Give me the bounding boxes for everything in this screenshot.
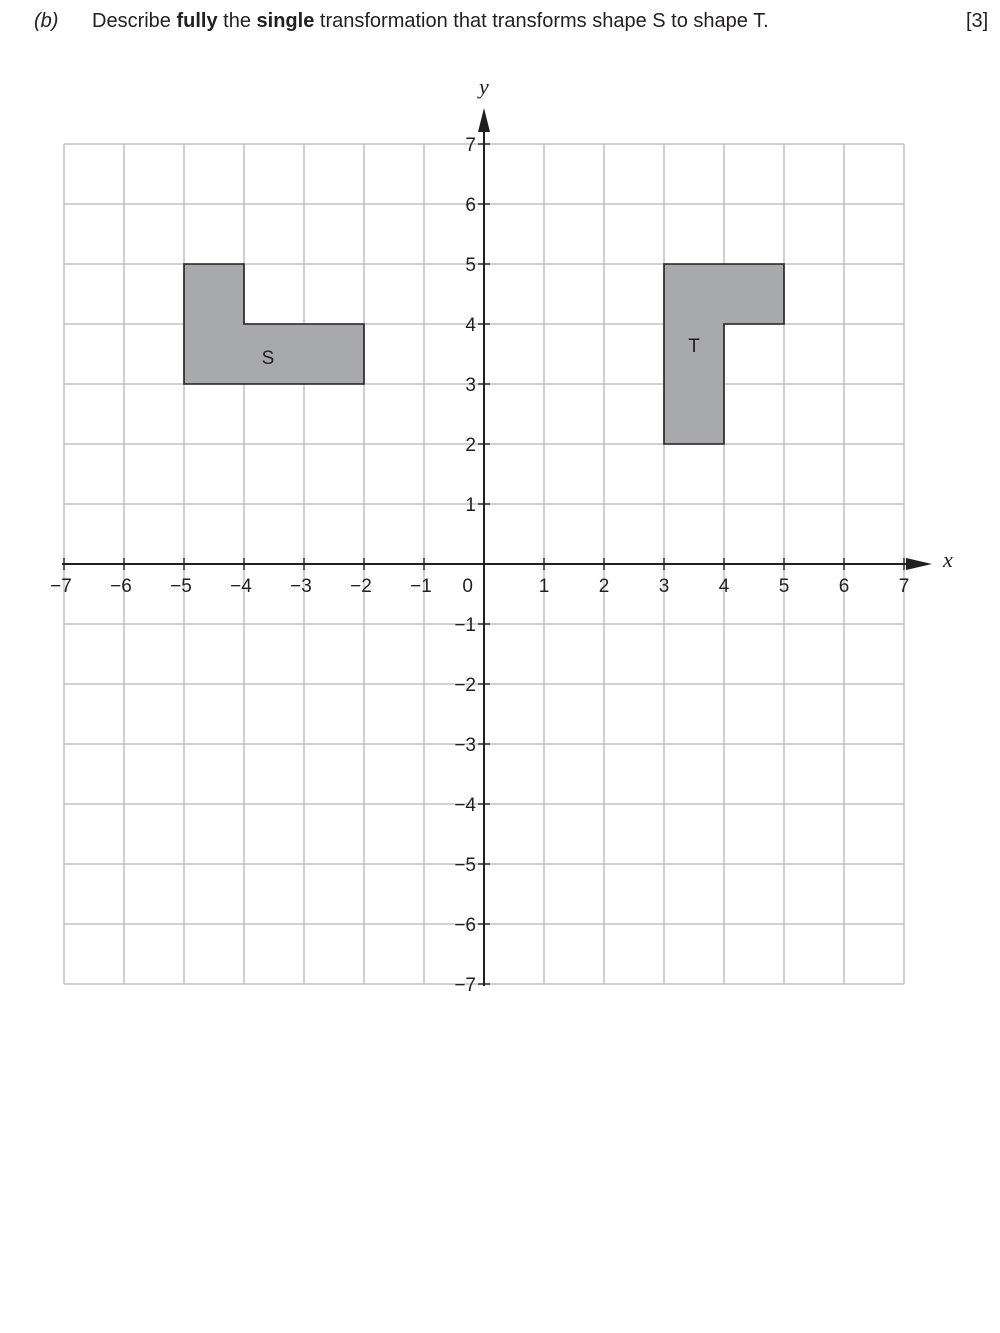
- question-text-middle: the: [217, 10, 257, 32]
- x-tick-label: −6: [110, 576, 132, 597]
- x-tick-label: −2: [350, 576, 372, 597]
- y-tick-label: −2: [454, 675, 476, 696]
- x-tick-label: −5: [170, 576, 192, 597]
- x-tick-label: 1: [538, 576, 550, 597]
- y-axis-name: y: [479, 74, 489, 99]
- y-tick-label: −7: [454, 975, 476, 996]
- question-bold-single: single: [256, 10, 315, 32]
- x-tick-label: 7: [898, 576, 910, 597]
- y-axis-arrow: [478, 108, 490, 132]
- question-part-label: (b): [34, 10, 59, 32]
- x-tick-label: 4: [718, 576, 730, 597]
- shape-label-t: T: [688, 336, 700, 357]
- y-tick-label: 5: [465, 255, 476, 276]
- shape-label-s: S: [261, 348, 275, 369]
- y-tick-label: 6: [465, 195, 476, 216]
- x-tick-label: 2: [598, 576, 610, 597]
- x-axis-name: x: [943, 547, 953, 572]
- question-bold-fully: fully: [176, 10, 218, 32]
- y-tick-label: −6: [454, 915, 476, 936]
- question-marks: [3]: [966, 10, 989, 32]
- question-text-start: Describe: [92, 10, 177, 32]
- y-tick-label: −5: [454, 855, 476, 876]
- origin-label: 0: [462, 576, 473, 597]
- y-tick-label: −3: [454, 735, 476, 756]
- shape-t: [664, 264, 784, 444]
- x-tick-label: −3: [290, 576, 312, 597]
- y-tick-label: −1: [454, 615, 476, 636]
- x-tick-label: 3: [658, 576, 670, 597]
- y-tick-label: −4: [454, 795, 476, 816]
- x-tick-label: −4: [230, 576, 252, 597]
- y-tick-label: 1: [465, 495, 476, 516]
- x-tick-label: −1: [410, 576, 432, 597]
- y-tick-label: 2: [465, 435, 476, 456]
- x-tick-label: 6: [838, 576, 850, 597]
- x-tick-label: −7: [50, 576, 72, 597]
- y-tick-label: 4: [465, 315, 476, 336]
- y-tick-label: 3: [465, 375, 476, 396]
- question-text-end: transformation that transforms shape S to shape T.: [314, 10, 769, 32]
- y-tick-label: 7: [465, 135, 476, 156]
- x-tick-label: 5: [778, 576, 790, 597]
- x-axis-arrow: [906, 558, 932, 570]
